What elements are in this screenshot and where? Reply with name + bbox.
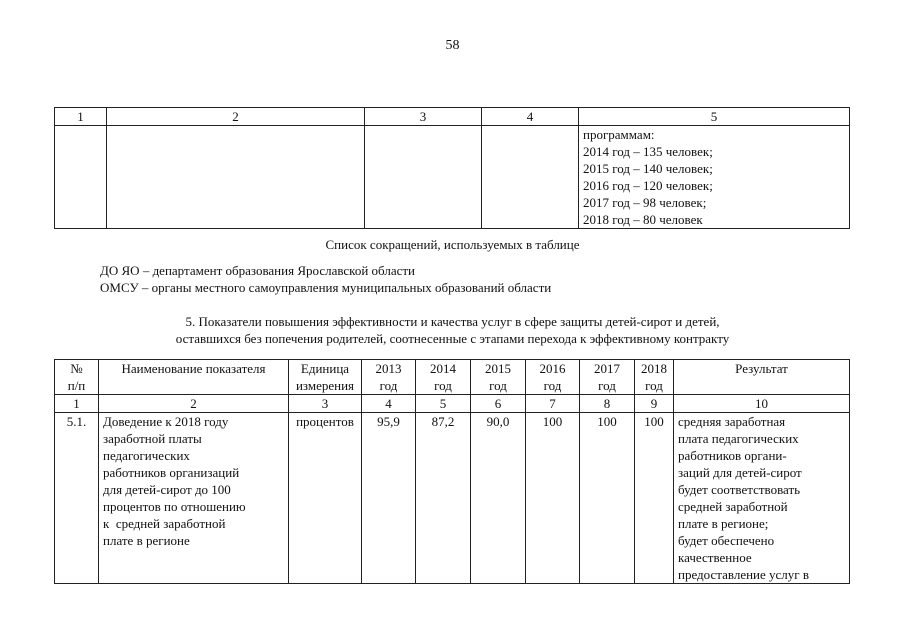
col-number: 8 [580, 395, 635, 413]
col-header-5: 5 [579, 108, 850, 126]
row-value-2014: 87,2 [416, 413, 471, 584]
header-name: Наименование показателя [99, 360, 289, 395]
header-year-2017: 2017 год [580, 360, 635, 395]
cont-line: 2017 год – 98 человек; [583, 195, 707, 210]
col-number: 3 [289, 395, 362, 413]
continuation-table [54, 107, 850, 229]
row-value-2013: 95,9 [362, 413, 416, 584]
row-value-2015: 90,0 [471, 413, 526, 584]
cont-line: 2014 год – 135 человек; [583, 144, 713, 159]
col-number: 4 [362, 395, 416, 413]
cont-line: 2015 год – 140 человек; [583, 161, 713, 176]
row-result: средняя заработная плата педагогических работников органи- заций для детей-сирот будет соответствовать средней заработной плате в регионе; будет обеспечено качественное предоставление услуг в [674, 413, 850, 584]
header-year-2014: 2014 год [416, 360, 471, 395]
header-result: Результат [674, 360, 850, 395]
numbering-row [55, 395, 850, 413]
header-year-2018: 2018 год [635, 360, 674, 395]
abbreviations-list [100, 262, 551, 296]
col-header-4: 4 [482, 108, 579, 126]
col-number: 2 [99, 395, 289, 413]
col-number: 7 [526, 395, 580, 413]
page-number: 58 [445, 38, 460, 53]
header-year-2016: 2016 год [526, 360, 580, 395]
cont-cell-5 [579, 126, 850, 229]
section-title [0, 313, 905, 347]
abbreviation-item: ДО ЯО – департамент образования Ярославской области [100, 263, 415, 278]
section-title-line: 5. Показатели повышения эффективности и качества услуг в сфере защиты детей-сирот и детей, [185, 314, 720, 329]
abbreviation-item: ОМСУ – органы местного самоуправления муниципальных образований области [100, 280, 552, 295]
row-value-2016: 100 [526, 413, 580, 584]
header-unit: Единица измерения [289, 360, 362, 395]
col-header-1: 1 [55, 108, 107, 126]
col-number: 6 [471, 395, 526, 413]
indicators-table [54, 359, 850, 584]
row-value-2018: 100 [635, 413, 674, 584]
continuation-body-row [55, 126, 850, 229]
col-header-2: 2 [107, 108, 365, 126]
indicators-header-row [55, 360, 850, 395]
row-value-2017: 100 [580, 413, 635, 584]
cont-line: программам: [583, 127, 655, 142]
header-num: № п/п [55, 360, 99, 395]
abbreviations-title: Список сокращений, используемых в таблице [325, 237, 580, 252]
continuation-header-row [55, 108, 850, 126]
section-title-line: оставшихся без попечения родителей, соотнесенные с этапами перехода к эффективному контракту [175, 331, 730, 346]
row-name: Доведение к 2018 году заработной платы педагогических работников организаций для детей-сирот до 100 процентов по отношению к средней заработной плате в регионе [99, 413, 289, 584]
header-year-2015: 2015 год [471, 360, 526, 395]
cont-line: 2016 год – 120 человек; [583, 178, 713, 193]
col-number: 10 [674, 395, 850, 413]
cont-line: 2018 год – 80 человек [583, 212, 703, 227]
col-number: 9 [635, 395, 674, 413]
col-number: 1 [55, 395, 99, 413]
col-header-3: 3 [365, 108, 482, 126]
row-unit: процентов [289, 413, 362, 584]
row-num: 5.1. [55, 413, 99, 584]
col-number: 5 [416, 395, 471, 413]
table-row [55, 413, 850, 584]
cont-cell-2 [107, 126, 365, 229]
header-year-2013: 2013 год [362, 360, 416, 395]
cont-cell-4 [482, 126, 579, 229]
cont-cell-1 [55, 126, 107, 229]
cont-cell-3 [365, 126, 482, 229]
